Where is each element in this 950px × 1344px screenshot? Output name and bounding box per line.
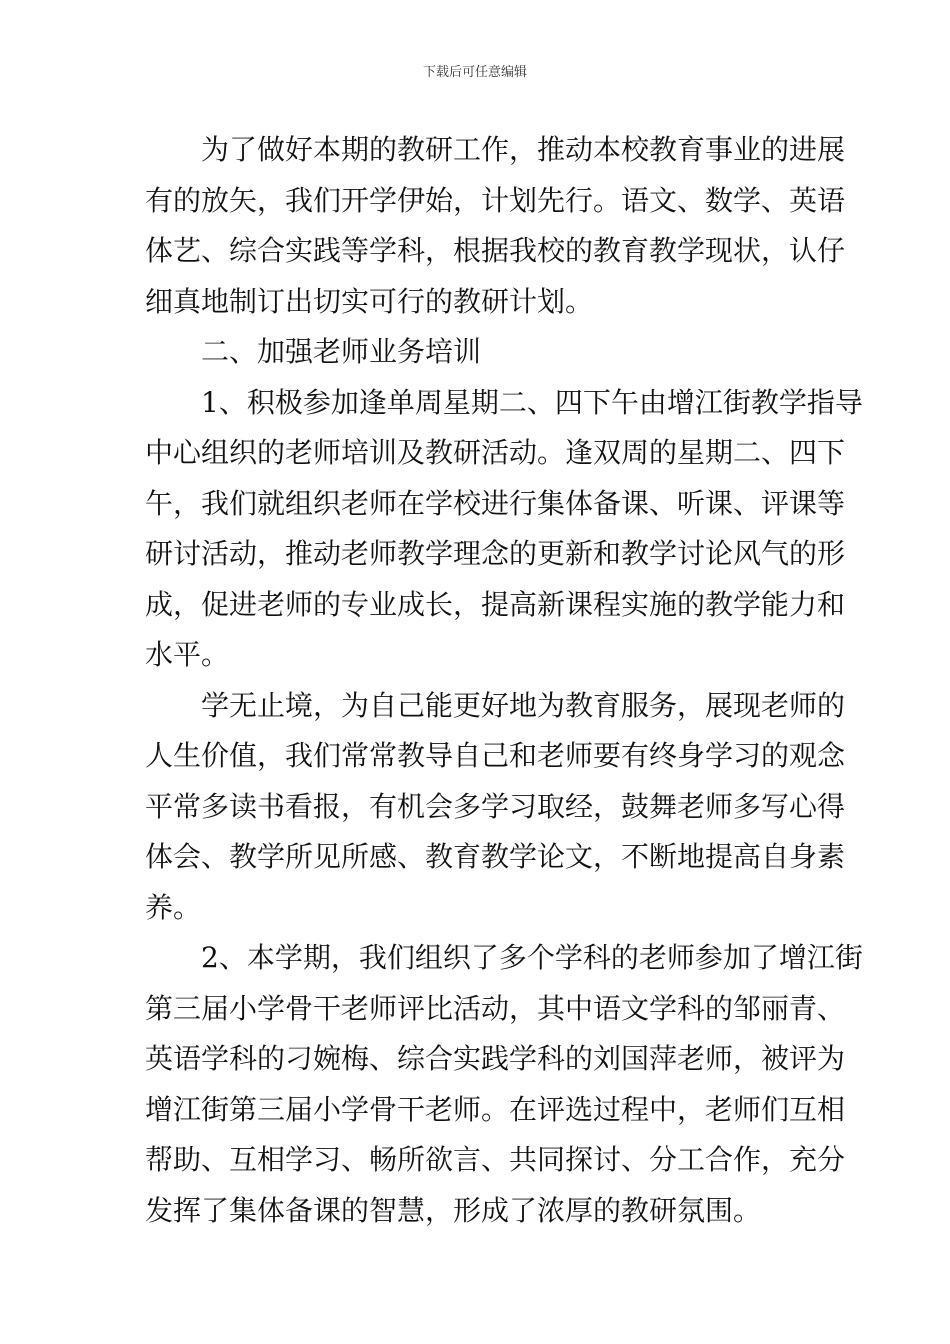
text-line: 午，我们就组织老师在学校进行集体备课、听课、评课等 [145, 486, 846, 520]
text-line: 研讨活动，推动老师教学理念的更新和教学讨论风气的形 [145, 537, 846, 570]
text-line: 体会、教学所见所感、教育教学论文，不断地提高自身素 [145, 840, 846, 873]
text-line: 1、积极参加逢单周星期二、四下午由增江街教学指导 [201, 385, 863, 419]
text-line: 体艺、综合实践等学科，根据我校的教育教学现状，认仔 [145, 234, 846, 267]
text-line: 细真地制订出切实可行的教研计划。 [145, 284, 594, 318]
text-line: 有的放矢，我们开学伊始，计划先行。语文、数学、英语 [145, 183, 846, 217]
page-header: 下载后可任意编辑 [422, 65, 527, 80]
paragraph [145, 378, 863, 681]
text-line: 增江街第三届小学骨干老师。在评选过程中，老师们互相 [145, 1092, 846, 1126]
paragraph [145, 125, 846, 327]
text-line: 二、加强老师业务培训 [201, 335, 482, 368]
text-line: 平常多读书看报，有机会多学习取经，鼓舞老师多写心得 [145, 789, 846, 823]
text-line: 英语学科的刁婉梅、综合实践学科的刘国萍老师，被评为 [145, 1042, 846, 1075]
paragraph [145, 933, 863, 1236]
text-line: 水平。 [145, 638, 230, 671]
text-line: 成，促进老师的专业成长，提高新课程实施的教学能力和 [145, 587, 846, 621]
text-line: 学无止境，为自己能更好地为教育服务，展现老师的 [201, 688, 846, 722]
text-line: 养。 [145, 890, 202, 924]
paragraph [145, 681, 846, 934]
section-heading [145, 327, 810, 378]
text-line: 人生价值，我们常常教导自己和老师要有终身学习的观念 [145, 739, 846, 772]
text-line: 2、本学期，我们组织了多个学科的老师参加了增江街 [201, 941, 863, 974]
text-line: 发挥了集体备课的智慧，形成了浓厚的教研氛围。 [145, 1193, 762, 1227]
text-line: 第三届小学骨干老师评比活动，其中语文学科的邹丽青、 [145, 991, 846, 1025]
document-body [145, 125, 863, 1236]
text-line: 为了做好本期的教研工作，推动本校教育事业的进展 [201, 133, 846, 166]
text-line: 帮助、互相学习、畅所欲言、共同探讨、分工合作，充分 [145, 1143, 846, 1176]
text-line: 中心组织的老师培训及教研活动。逢双周的星期二、四下 [145, 436, 846, 469]
